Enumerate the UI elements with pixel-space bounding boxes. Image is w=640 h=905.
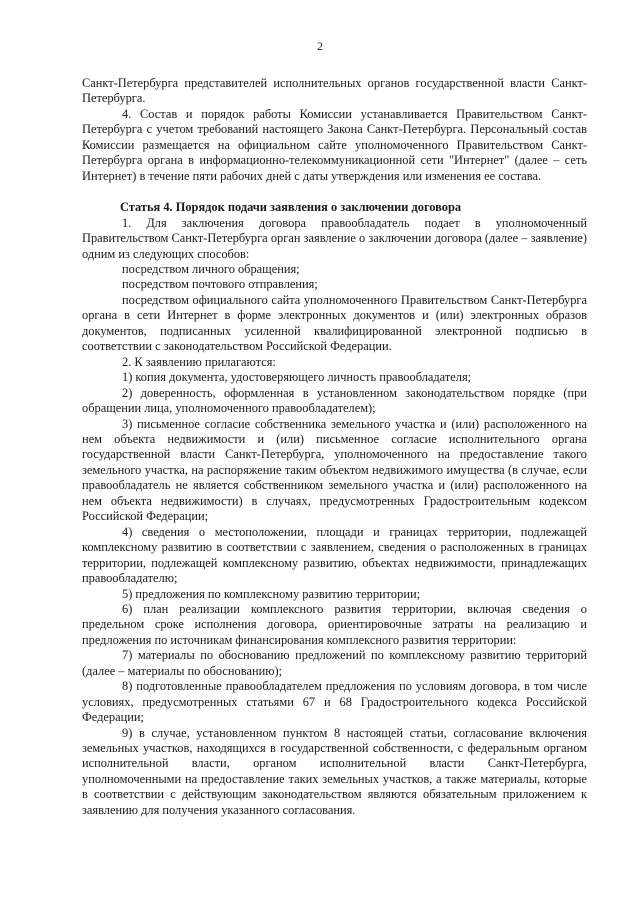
list-item-1: 1) копия документа, удостоверяющего личность правообладателя; bbox=[122, 370, 472, 385]
list-item-3: 3) письменное согласие собственника земельного участка и (или) расположенного на нем объекта недвижимости и (или) письменное согласие исполнительного органа государственной власти Санкт-Петербурга, уполномоченного на предоставление такого земельного участка, на распоряжение таким объектом недвижимого имущества (в случае, если правообладатель не является собственником земельного участка и (или) расположенного на нем объекта недвижимости) в случаях, предусмотренных Градостроительным кодексом Российской Федерации; bbox=[82, 416, 587, 524]
method-post: посредством почтового отправления; bbox=[122, 277, 318, 292]
article-heading: Статья 4. Порядок подачи заявления о заключении договора bbox=[120, 200, 462, 215]
method-website: посредством официального сайта уполномоченного Правительством Санкт-Петербурга органа в сети Интернет в форме электронных документов и (или) электронных образов документов, подписанных усиленной квалифицированной электронной подписью в соответствии с законодательством Российской Федерации. bbox=[82, 292, 587, 354]
section-spacer bbox=[82, 184, 587, 200]
paragraph-2: 2. К заявлению прилагаются: bbox=[122, 354, 276, 369]
paragraph-1: 1. Для заключения договора правообладатель подает в уполномоченный Правительством Санкт-Петербурга орган заявление о заключении договора (далее – заявление) одним из следующих способов: bbox=[82, 215, 587, 261]
list-item-5: 5) предложения по комплексному развитию территории; bbox=[122, 586, 421, 601]
list-item-6: 6) план реализации комплексного развития территории, включая сведения о предельном сроке исполнения договора, ориентировочные затраты на реализацию и предложения по источникам финансирования комплексного развития территории: bbox=[82, 601, 587, 647]
method-personal: посредством личного обращения; bbox=[122, 261, 300, 276]
paragraph-continuation: Санкт-Петербурга представителей исполнительных органов государственной власти Санкт-Петербурга. bbox=[82, 76, 587, 106]
paragraph-item-4: 4. Состав и порядок работы Комиссии устанавливается Правительством Санкт-Петербурга с учетом требований настоящего Закона Санкт-Петербурга. Персональный состав Комиссии размещается на официальном сайте уполномоченного Правительством Санкт-Петербурга органа в информационно-телекоммуникационной сети "Интернет" (далее – сеть Интернет) в течение пяти рабочих дней с даты утверждения или изменения ее состава. bbox=[82, 106, 587, 183]
page-number: 2 bbox=[317, 39, 323, 53]
list-item-9: 9) в случае, установленном пунктом 8 настоящей статьи, согласование включения земельных участков, находящихся в государственной собственности, с федеральным органом исполнительной власти, органом исполнительной власти Санкт-Петербурга, уполномоченными на предоставление таких земельных участков, а также материалы, которые в соответствии с действующим законодательством являются обязательным приложением к заявлению для получения указанного согласования. bbox=[82, 725, 587, 817]
list-item-8: 8) подготовленные правообладателем предложения по условиям договора, в том числе условиях, предусмотренных статьями 67 и 68 Градостроительного кодекса Российской Федерации; bbox=[82, 679, 587, 725]
list-item-4: 4) сведения о местоположении, площади и границах территории, подлежащей комплексному развитию в соответствии с заявлением, сведения о расположенных в границах территории, подлежащей комплексному развитию, объектах недвижимости, принадлежащих правообладателю; bbox=[82, 524, 587, 586]
document-body bbox=[82, 76, 587, 818]
list-item-2: 2) доверенность, оформленная в установленном законодательством порядке (при обращении лица, уполномоченного правообладателем); bbox=[82, 385, 587, 416]
list-item-7: 7) материалы по обоснованию предложений по комплексному развитию территорий (далее – материалы по обоснованию); bbox=[82, 648, 587, 678]
